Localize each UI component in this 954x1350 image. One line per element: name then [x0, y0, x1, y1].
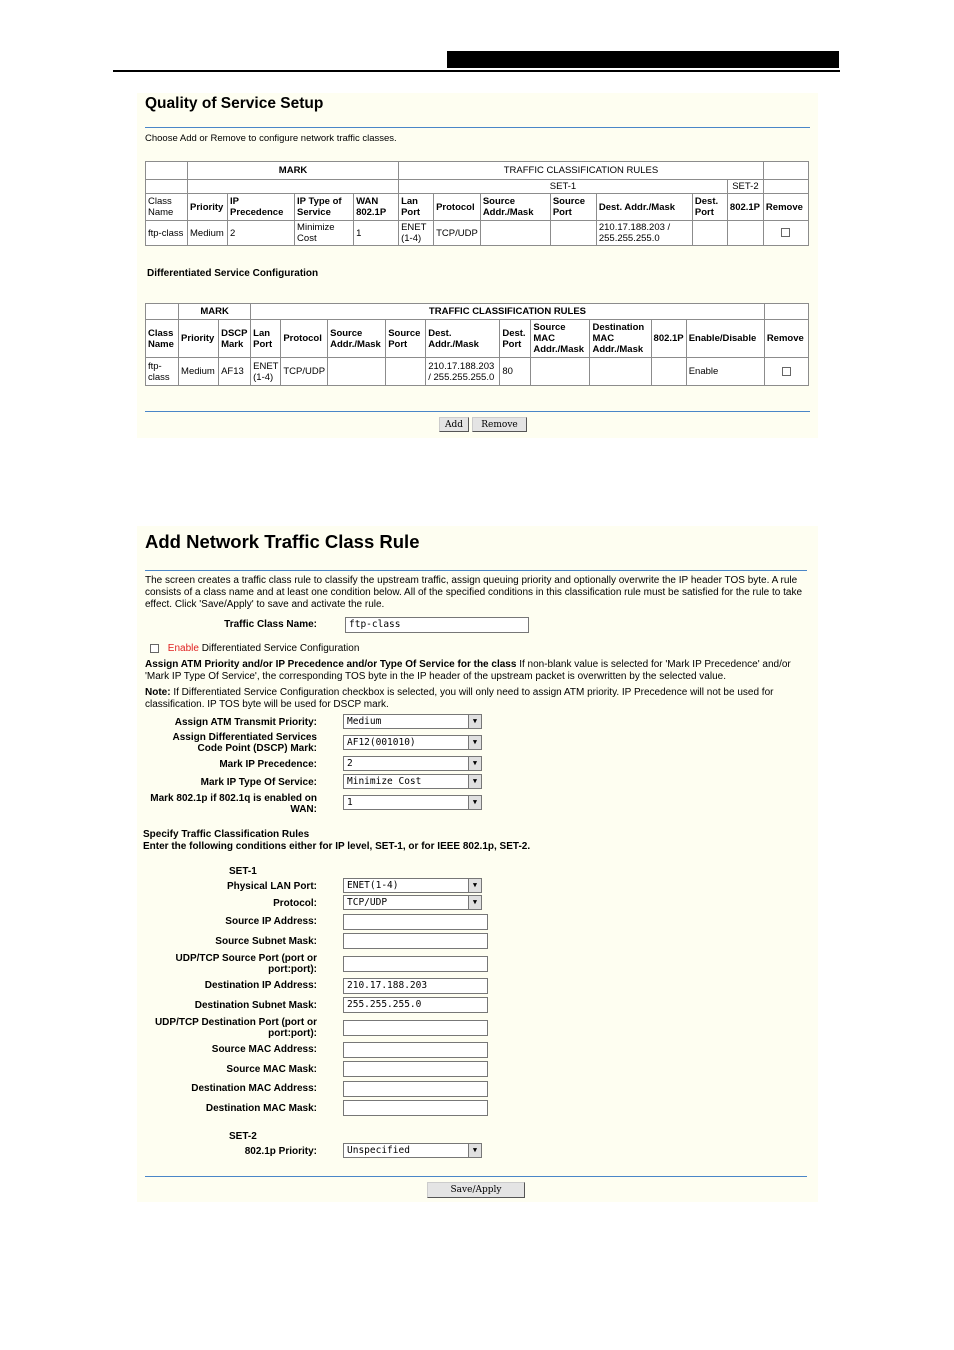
mark-8021p-label: Mark 802.1p if 802.1q is enabled on WAN:	[150, 793, 317, 815]
dest-mask-input[interactable]: 255.255.255.0	[343, 997, 488, 1013]
enable-diffserv-row: Enable Differentiated Service Configuration	[150, 643, 359, 654]
dscp-label: Assign Differentiated Services Code Point (DSCP) Mark:	[172, 732, 317, 754]
source-mac-mask-input[interactable]	[343, 1061, 488, 1077]
diffserv-table	[145, 303, 809, 386]
rules-header: TRAFFIC CLASSIFICATION RULES	[251, 304, 765, 320]
dest-mask-label: Destination Subnet Mask:	[194, 1000, 317, 1011]
col-8021p: 802.1P	[651, 320, 686, 358]
col-protocol: Protocol	[281, 320, 328, 358]
source-mac-mask-label: Source MAC Mask:	[226, 1064, 317, 1075]
prio-8021p-select[interactable]: Unspecified ▼	[343, 1143, 482, 1158]
col-source-mac: Source MAC Addr./Mask	[531, 320, 590, 358]
dropdown-arrow-icon: ▼	[468, 796, 481, 809]
qos-setup-panel	[137, 93, 818, 438]
remove-checkbox[interactable]	[782, 367, 791, 376]
document-header-bar	[447, 51, 839, 68]
dest-mac-label: Destination MAC Address:	[191, 1083, 317, 1094]
class-name-label: Traffic Class Name:	[224, 619, 317, 630]
title-divider	[145, 570, 807, 571]
col-source-port: Source Port	[550, 194, 596, 221]
bottom-divider	[145, 411, 810, 412]
col-lan-port: Lan Port	[251, 320, 281, 358]
col-dest-port: Dest. Port	[500, 320, 531, 358]
prio-8021p-label: 802.1p Priority:	[244, 1146, 317, 1157]
dest-ip-input[interactable]: 210.17.188.203	[343, 978, 488, 994]
dropdown-arrow-icon: ▼	[468, 896, 481, 909]
source-port-label: UDP/TCP Source Port (port or port:port):	[175, 953, 317, 975]
ip-precedence-label: Mark IP Precedence:	[219, 759, 317, 770]
dropdown-arrow-icon: ▼	[468, 879, 481, 892]
diffserv-section-title: Differentiated Service Configuration	[147, 268, 319, 279]
col-dest-mac: Destination MAC Addr./Mask	[590, 320, 651, 358]
atm-priority-label: Assign ATM Transmit Priority:	[174, 717, 317, 728]
col-class-name: Class Name	[146, 194, 188, 221]
save-apply-button[interactable]: Save/Apply	[427, 1182, 525, 1198]
add-rule-title: Add Network Traffic Class Rule	[145, 531, 420, 552]
protocol-select[interactable]: TCP/UDP ▼	[343, 895, 482, 910]
source-mac-label: Source MAC Address:	[211, 1044, 317, 1055]
col-source-addr: Source Addr./Mask	[328, 320, 386, 358]
col-source-addr: Source Addr./Mask	[480, 194, 550, 221]
remove-checkbox[interactable]	[781, 228, 790, 237]
lan-port-label: Physical LAN Port:	[226, 881, 317, 892]
add-button[interactable]: Add	[439, 417, 469, 432]
dest-ip-label: Destination IP Address:	[204, 980, 317, 991]
table-row: ftp-class Medium AF13 ENET (1-4) TCP/UDP 210.17.188.203 / 255.255.255.0 80 Enable	[146, 358, 809, 386]
dropdown-arrow-icon: ▼	[468, 775, 481, 788]
set2-label: SET-2	[229, 1131, 257, 1142]
col-8021p: 802.1P	[727, 194, 763, 221]
qos-description: Choose Add or Remove to configure network traffic classes.	[145, 133, 397, 144]
col-class-name: Class Name	[146, 320, 179, 358]
set2-header: SET-2	[727, 180, 763, 194]
col-dest-addr: Dest. Addr./Mask	[596, 194, 692, 221]
dropdown-arrow-icon: ▼	[468, 1144, 481, 1157]
source-ip-label: Source IP Address:	[225, 916, 317, 927]
set1-header: SET-1	[399, 180, 728, 194]
col-dest-port: Dest. Port	[692, 194, 727, 221]
specify-rules-title: Specify Traffic Classification Rules	[143, 829, 310, 840]
set1-label: SET-1	[229, 866, 257, 877]
dest-port-input[interactable]	[343, 1020, 488, 1036]
col-dscp-mark: DSCP Mark	[219, 320, 251, 358]
lan-port-select[interactable]: ENET(1-4) ▼	[343, 878, 482, 893]
col-protocol: Protocol	[434, 194, 481, 221]
col-ip-tos: IP Type of Service	[295, 194, 354, 221]
title-divider	[145, 127, 810, 128]
mark-header: MARK	[179, 304, 251, 320]
add-rule-panel	[137, 526, 818, 1202]
assign-text: Assign ATM Priority and/or IP Precedence and/or Type Of Service for the class If non-blank value is selected for 'Mark IP Precedence' and/or 'Mark IP Type Of Service', the corresponding TOS byte in the IP header of the upstream packet is overwritten by the selected value.	[145, 659, 791, 682]
traffic-class-table	[145, 161, 809, 246]
source-mask-label: Source Subnet Mask:	[215, 936, 317, 947]
protocol-label: Protocol:	[273, 898, 317, 909]
source-mac-input[interactable]	[343, 1042, 488, 1058]
intro-text: The screen creates a traffic class rule to classify the upstream traffic, assign queuing priority and optionally overwrite the IP header TOS byte. A rule consists of a class name and at least one condition below. All of the specified conditions in this classification rule must be satisfied for the rule to take effect. Click 'Save/Apply' to save and activate the rule.	[145, 575, 803, 610]
col-enable-disable: Enable/Disable	[686, 320, 764, 358]
tos-label: Mark IP Type Of Service:	[200, 777, 317, 788]
dest-port-label: UDP/TCP Destination Port (port or port:port):	[154, 1017, 317, 1039]
dest-mac-mask-input[interactable]	[343, 1100, 488, 1116]
source-ip-input[interactable]	[343, 914, 488, 930]
col-remove: Remove	[763, 194, 808, 221]
dest-mac-input[interactable]	[343, 1081, 488, 1097]
source-port-input[interactable]	[343, 956, 488, 972]
col-source-port: Source Port	[386, 320, 426, 358]
dropdown-arrow-icon: ▼	[468, 736, 481, 749]
note-text: Note: If Differentiated Service Configuration checkbox is selected, you will only need to assign ATM priority. IP Precedence will not be used for classification. IP TOS byte will be used for DSCP mark.	[145, 687, 774, 710]
col-remove: Remove	[764, 320, 808, 358]
col-ip-precedence: IP Precedence	[228, 194, 295, 221]
col-priority: Priority	[188, 194, 228, 221]
document-header-rule	[113, 70, 840, 72]
dest-mac-mask-label: Destination MAC Mask:	[205, 1103, 317, 1114]
table-row: ftp-class Medium 2 Minimize Cost 1 ENET (1-4) TCP/UDP 210.17.188.203 / 255.255.255.0	[146, 221, 809, 246]
dropdown-arrow-icon: ▼	[468, 757, 481, 770]
atm-priority-select[interactable]: Medium ▼	[343, 714, 482, 729]
col-priority: Priority	[179, 320, 219, 358]
qos-page-title: Quality of Service Setup	[145, 95, 324, 112]
col-dest-addr: Dest. Addr./Mask	[426, 320, 500, 358]
col-lan-port: Lan Port	[399, 194, 434, 221]
tos-select[interactable]: Minimize Cost ▼	[343, 774, 482, 789]
mark-header: MARK	[188, 162, 399, 180]
dscp-select[interactable]: AF12(001010) ▼	[343, 735, 482, 750]
source-mask-input[interactable]	[343, 933, 488, 949]
col-wan-8021p: WAN 802.1P	[354, 194, 399, 221]
dropdown-arrow-icon: ▼	[468, 715, 481, 728]
enable-diffserv-checkbox[interactable]	[150, 644, 159, 653]
mark-8021p-select[interactable]: 1 ▼	[343, 795, 482, 810]
class-name-input[interactable]: ftp-class	[345, 617, 529, 633]
ip-precedence-select[interactable]: 2 ▼	[343, 756, 482, 771]
bottom-divider	[145, 1176, 807, 1177]
remove-button[interactable]: Remove	[472, 417, 527, 432]
specify-rules-desc: Enter the following conditions either for IP level, SET-1, or for IEEE 802.1p, SET-2.	[143, 841, 531, 852]
rules-header: TRAFFIC CLASSIFICATION RULES	[399, 162, 764, 180]
